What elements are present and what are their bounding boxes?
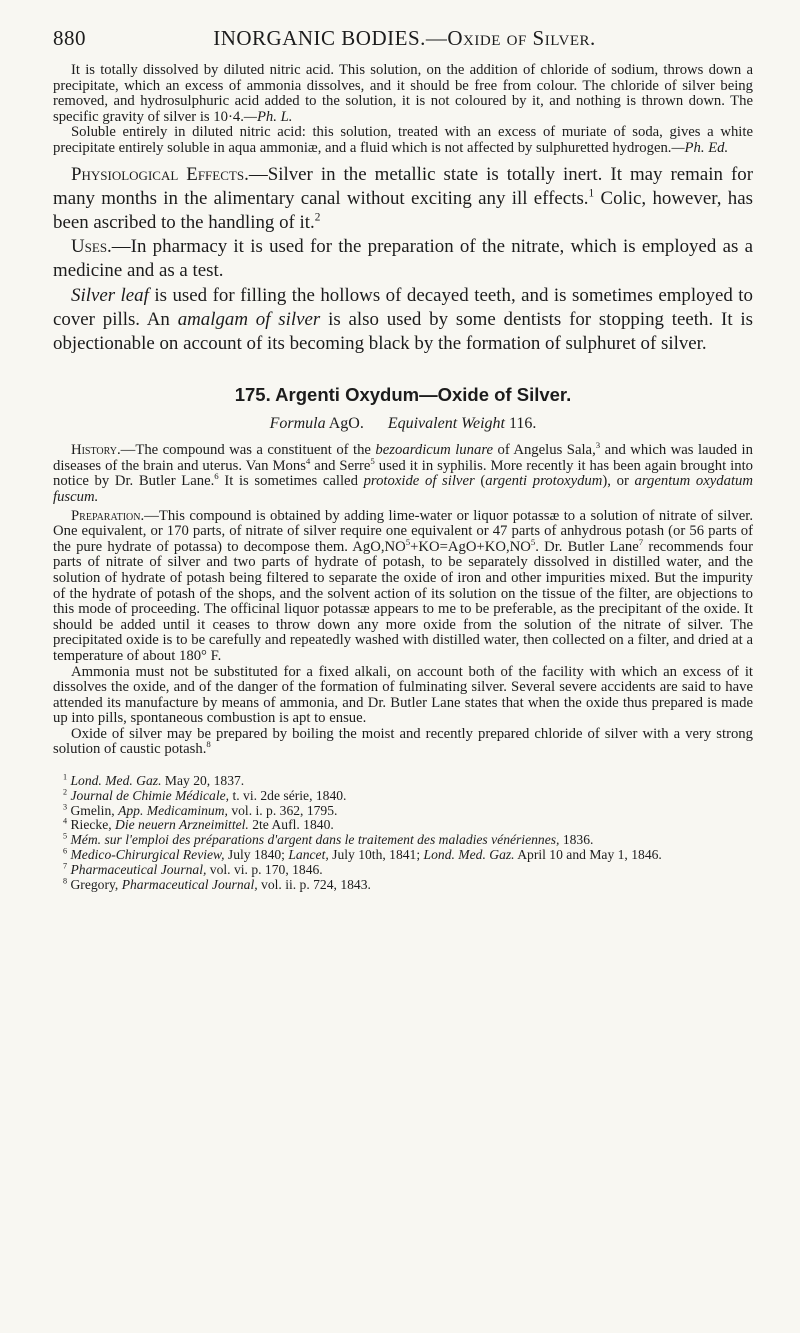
boiling-paragraph: Oxide of silver may be prepared by boiling the moist and recently prepared chloride of silver with a very strong solution of caustic potash.$^8$ [53, 725, 753, 758]
formula-line: Formula AgO. Equivalent Weight 116. [269, 415, 537, 433]
preparation-paragraph: Preparation.—This compound is obtained by adding lime-water or liquor potassæ to a solution of nitrate of silver. One equivalent, or 170 parts, of nitrate of silver require one equivalent or 47 parts of anhydrous potash (or 56 parts of the pure hydrate of potassa) to decompose them. $AgO,NO^5+KO=AgO+KO,NO^5$. Dr. Butler Lane$^7$ recommends four parts of nitrate of silver and two parts of hydrate of potash, to be separately dissolved in distilled water, and the solution of hydrate of potash being filtered to separate the oxide of iron and other impurities mixed. But the impurity of the hydrate of potash of the shops, and the solvent action of its solution on the tissue of the filter, are objections to this mode of proceeding. The officinal liquor potassæ appears to me to be preferable, as the precipitant of the oxide. It should be added until it ceases to throw down any more oxide from the solution of the nitrate of silver. The precipitated oxide is to be carefully and repeatedly washed with distilled water, then collected on a filter, and dried at a temperature of about 180° F. [53, 507, 753, 664]
silver-leaf-paragraph: Silver leaf is used for filling the hollows of decayed teeth, and is sometimes employed to cover pills. An amalgam of silver is also used by some dentists for stopping teeth. It is objectionable on account of its becoming black by the formation of sulphuret of silver. [53, 284, 753, 354]
uses-label: Uses. [71, 236, 112, 258]
page [53, 26, 753, 892]
page-number: 880 [53, 26, 86, 50]
physiological-label: Physiological Effects. [71, 163, 249, 185]
page-header [53, 26, 753, 51]
intro-paragraph-2: Soluble entirely in diluted nitric acid: this solution, treated with an excess of muriate of soda, gives a white precipitate entirely soluble in aqua ammoniæ, and a fluid which is not affected by sulphuretted hydrogen.—Ph. Ed. [53, 124, 753, 156]
footnote: $^5$ Mém. sur l'emploi des préparations d'argent dans le traitement des maladies vénériennes, 1836. [63, 831, 594, 848]
section-heading: 175. Argenti Oxydum—Oxide of Silver. [234, 384, 572, 406]
footnote: $^2$ Journal de Chimie Médicale, t. vi. 2de série, 1840. [63, 787, 347, 803]
intro-paragraph-1: It is totally dissolved by diluted nitric acid. This solution, on the addition of chloride of sodium, throws down a precipitate, which an excess of ammonia dissolves, and it should be free from colour. The chloride of silver being removed, and hydrosulphuric acid added to the solution, it is not coloured by it, and nothing is thrown down. The specific gravity of silver is 10·4.—Ph. L. [53, 62, 753, 125]
ammonia-paragraph: Ammonia must not be substituted for a fixed alkali, on account both of the facility with which an excess of it dissolves the oxide, and of the danger of the formation of fulminating silver. Several severe accidents are said to have attended its manufacture by means of ammonia, and Dr. Butler Lane states that when the oxide thus prepared is made up into pills, spontaneous combustion is apt to ensue. [53, 663, 753, 727]
history-paragraph: History.—The compound was a constituent of the bezoardicum lunare of Angelus Sala,$^3$ and which was lauded in diseases of the brain and uterus. Van Mons$^4$ and Serre$^5$ used it in syphilis. More recently it has been again brought into notice by Dr. Butler Lane.$^6$ It is sometimes called protoxide of silver (argenti protoxydum), or argentum oxydatum fuscum. [53, 440, 754, 505]
footnotes [53, 774, 753, 892]
footnote: $^6$ Medico-Chirurgical Review, July 1840; Lancet, July 10th, 1841; Lond. Med. Gaz. April 10 and May 1, 1846. [63, 846, 662, 863]
footnote: $^8$ Gregory, Pharmaceutical Journal, vol. ii. p. 724, 1843. [63, 876, 371, 892]
running-title: INORGANIC BODIES.—Oxide of Silver. [213, 26, 596, 50]
uses-paragraph: Uses.—In pharmacy it is used for the preparation of the nitrate, which is employed as a medicine and as a test. [53, 236, 753, 282]
footnote: $^1$ Lond. Med. Gaz. May 20, 1837. [63, 772, 245, 789]
footnote: $^3$ Gmelin, App. Medicaminum, vol. i. p. 362, 1795. [63, 802, 338, 818]
footnote: $^7$ Pharmaceutical Journal, vol. vi. p. 170, 1846. [63, 861, 323, 877]
physiological-effects-paragraph: Physiological Effects.—Silver in the metallic state is totally inert. It may remain for many months in the alimentary canal without exciting any ill effects.$^1$ Colic, however, has been ascribed to the handling of it.$^2$ [53, 163, 753, 233]
footnote: $^4$ Riecke, Die neuern Arzneimittel. 2te Aufl. 1840. [63, 816, 334, 833]
